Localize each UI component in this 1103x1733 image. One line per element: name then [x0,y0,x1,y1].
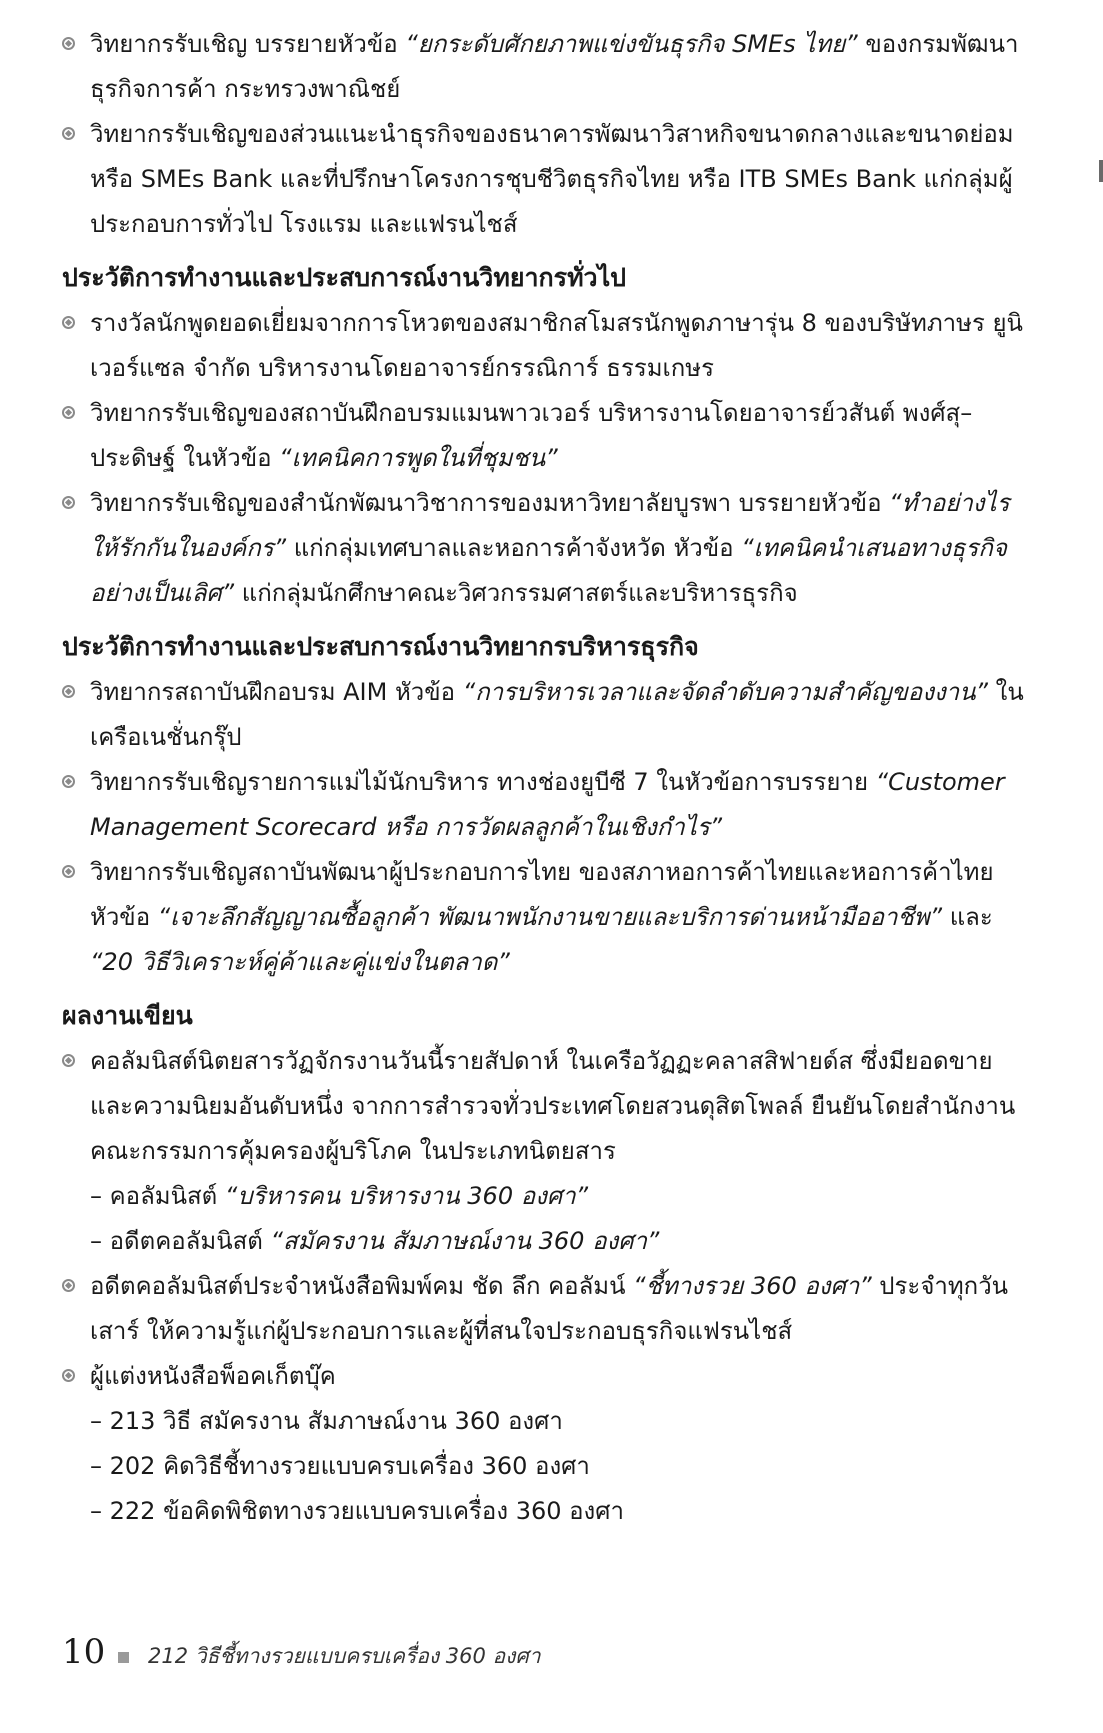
section-heading: ผลงานเขียน [62,1001,193,1030]
sub-item: – 213 วิธี สมัครงาน สัมภาษณ์งาน 360 องศา [90,1407,563,1435]
section-heading: ประวัติการทำงานและประสบการณ์งานวิทยากรบริหารธุรกิจ [62,632,699,661]
list-item: วิทยากรรับเชิญรายการแม่ไม้นักบริหาร ทางช่องยูบีซี 7 ในหัวข้อการบรรยาย “Customer Management Scorecard หรือ การวัดผลลูกค้าในเชิงกำไร” [62,760,1030,850]
sub-item: – คอลัมนิสต์ “บริหารคน บริหารงาน 360 องศา” [90,1182,588,1210]
page-footer [62,1632,1042,1682]
bullet-icon [62,775,75,788]
square-separator-icon [118,1652,129,1663]
list-item: วิทยากรรับเชิญของสถาบันฝึกอบรมแมนพาวเวอร์ บริหารงานโดยอาจารย์วสันต์ พงศ์สุ–ประดิษฐ์ ในหัวข้อ “เทคนิคการพูดในที่ชุมชน” [62,391,1030,481]
sub-item: – อดีตคอลัมนิสต์ “สมัครงาน สัมภาษณ์งาน 360 องศา” [90,1227,660,1255]
list-item: วิทยากรรับเชิญ บรรยายหัวข้อ “ยกระดับศักยภาพแข่งขันธุรกิจ SMEs ไทย” ของกรมพัฒนาธุรกิจการค้า กระทรวงพาณิชย์ [62,22,1030,112]
section-heading: ประวัติการทำงานและประสบการณ์งานวิทยากรทั่วไป [62,263,627,292]
bullet-icon [62,496,75,509]
bullet-icon [62,1369,75,1382]
list-item: วิทยากรรับเชิญของสำนักพัฒนาวิชาการของมหาวิทยาลัยบูรพา บรรยายหัวข้อ “ทำอย่างไรให้รักกันในองค์กร” แก่กลุ่มเทศบาลและหอการค้าจังหวัด หัวข้อ “เทคนิคนำเสนอทางธุรกิจอย่างเป็นเลิศ” แก่กลุ่มนักศึกษาคณะวิศวกรรมศาสตร์และบริหารธุรกิจ [62,481,1030,616]
bullet-icon [62,316,75,329]
bullet-icon [62,685,75,698]
list-item: วิทยากรสถาบันฝึกอบรม AIM หัวข้อ “การบริหารเวลาและจัดลำดับความสำคัญของงาน” ในเครือเนชั่นกรุ๊ป [62,670,1030,760]
sub-item: – 222 ข้อคิดพิชิตทางรวยแบบครบเครื่อง 360 องศา [90,1497,624,1525]
bullet-icon [62,406,75,419]
edge-marker [1099,160,1103,182]
bullet-icon [62,865,75,878]
list-item: คอลัมนิสต์นิตยสารวัฏจักรงานวันนี้รายสัปดาห์ ในเครือวัฏฏะคลาสสิฟายด์ส ซึ่งมียอดขายและความนิยมอันดับหนึ่ง จากการสำรวจทั่วประเทศโดยสวนดุสิตโพลล์ ยืนยันโดยสำนักงานคณะกรรมการคุ้มครองผู้บริโภค ในประเภทนิตยสาร [62,1039,1030,1174]
list-item: ผู้แต่งหนังสือพ็อคเก็ตบุ๊ค [62,1354,1030,1399]
list-item: วิทยากรรับเชิญสถาบันพัฒนาผู้ประกอบการไทย ของสภาหอการค้าไทยและหอการค้าไทย หัวข้อ “เจาะลึกสัญญาณซื้อลูกค้า พัฒนาพนักงานขายและบริการด่านหน้ามืออาชีพ” และ “20 วิธีวิเคราะห์คู่ค้าและคู่แข่งในตลาด” [62,850,1030,985]
bullet-icon [62,1054,75,1067]
bullet-icon [62,127,75,140]
bullet-icon [62,37,75,50]
page-body [62,22,1030,1534]
running-title: 212 วิธีชี้ทางรวยแบบครบเครื่อง 360 องศา [148,1644,541,1668]
sub-item: – 202 คิดวิธีชี้ทางรวยแบบครบเครื่อง 360 องศา [90,1452,590,1480]
list-item: วิทยากรรับเชิญของส่วนแนะนำธุรกิจของธนาคารพัฒนาวิสาหกิจขนาดกลางและขนาดย่อม หรือ SMEs Bank และที่ปรึกษาโครงการชุบชีวิตธุรกิจไทย หรือ ITB SMEs Bank แก่กลุ่มผู้ประกอบการทั่วไป โรงแรม และแฟรนไชส์ [62,112,1030,247]
page-number: 10 [62,1632,106,1672]
list-item: รางวัลนักพูดยอดเยี่ยมจากการโหวตของสมาชิกสโมสรนักพูดภาษารุ่น 8 ของบริษัทภาษร ยูนิเวอร์แซล จำกัด บริหารงานโดยอาจารย์กรรณิการ์ ธรรมเกษร [62,301,1030,391]
bullet-icon [62,1279,75,1292]
list-item: อดีตคอลัมนิสต์ประจำหนังสือพิมพ์คม ชัด ลึก คอลัมน์ “ชี้ทางรวย 360 องศา” ประจำทุกวันเสาร์ ให้ความรู้แก่ผู้ประกอบการและผู้ที่สนใจประกอบธุรกิจแฟรนไชส์ [62,1264,1030,1354]
